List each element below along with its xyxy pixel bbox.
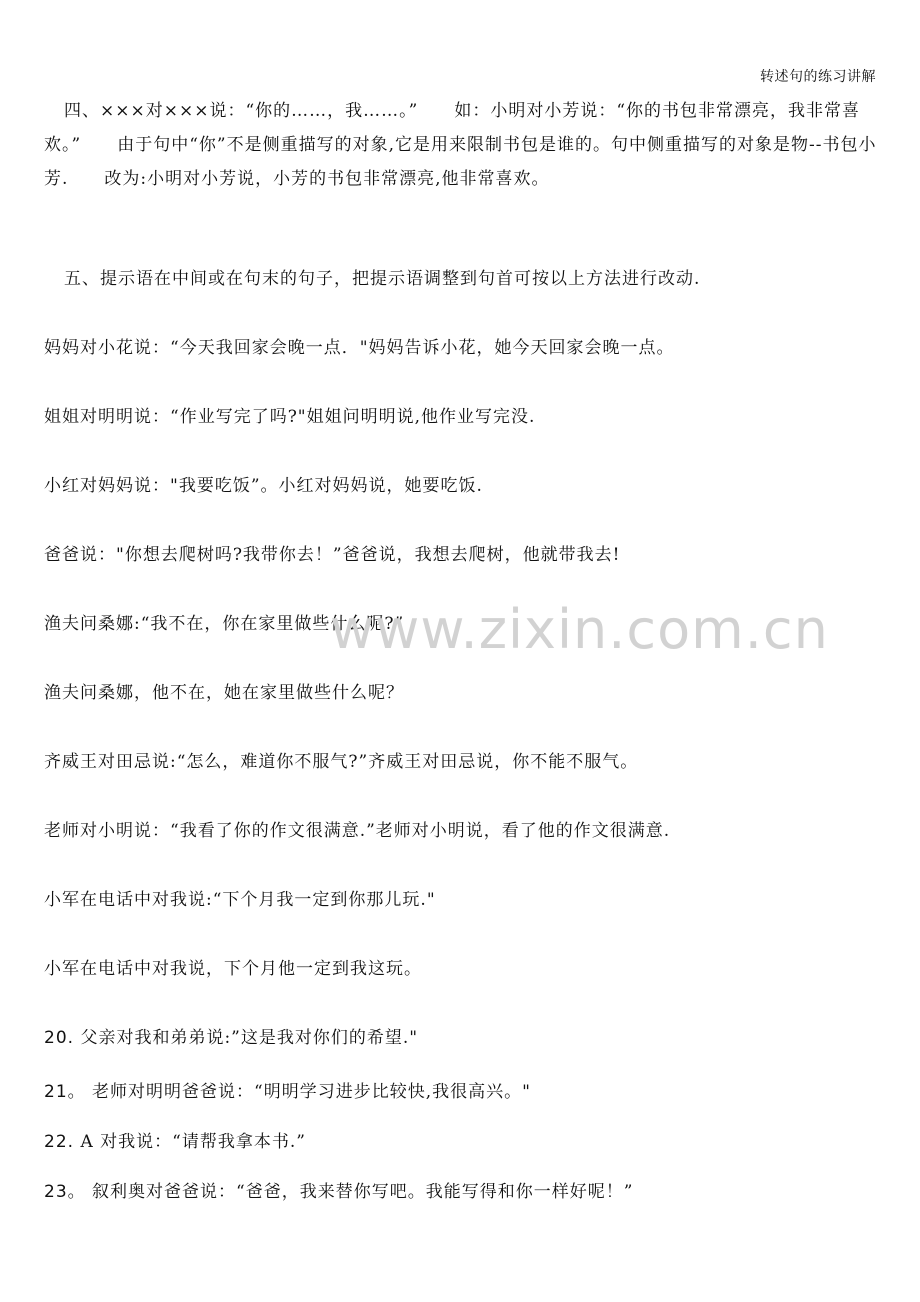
exercise-number: 20. <box>44 1028 75 1048</box>
numbered-exercise <box>44 1024 880 1052</box>
example-line: 齐威王对田忌说:“怎么，难道你不服气?”齐威王对田忌说，你不能不服气。 <box>44 752 639 772</box>
exercise-text: A 对我说：“请帮我拿本书.” <box>80 1132 306 1152</box>
page-header-title: 转述句的练习讲解 <box>760 69 876 85</box>
numbered-exercise <box>44 1078 880 1106</box>
example-line: 小红对妈妈说："我要吃饭”。小红对妈妈说，她要吃饭. <box>44 476 483 496</box>
exercise-number: 23。 <box>44 1182 86 1202</box>
paragraph-rule-four: 四、×××对×××说：“你的……，我……。” 如：小明对小芳说：“你的书包非常漂亮，我非常喜欢。” 由于句中“你”不是侧重描写的对象,它是用来限制书包是谁的。句中侧重描写的对象是物--书包小芳. 改为:小明对小芳说，小芳的书包非常漂亮,他非常喜欢。 <box>44 101 877 189</box>
example-line: 老师对小明说：“我看了你的作文很满意.”老师对小明说，看了他的作文很满意. <box>44 821 671 841</box>
numbered-exercise <box>44 1178 880 1206</box>
numbered-exercise <box>44 1128 880 1156</box>
example-line: 爸爸说："你想去爬树吗?我带你去！”爸爸说，我想去爬树，他就带我去! <box>44 545 621 565</box>
exercise-text: 父亲对我和弟弟说:”这是我对你们的希望." <box>80 1028 419 1048</box>
example-line: 姐姐对明明说：“作业写完了吗?"姐姐问明明说,他作业写完没. <box>44 407 536 427</box>
example-line: 渔夫问桑娜，他不在，她在家里做些什么呢？ <box>44 683 404 703</box>
example-line: 小军在电话中对我说，下个月他一定到我这玩。 <box>44 959 422 979</box>
exercise-number: 22. <box>44 1132 75 1152</box>
example-line: 渔夫问桑娜:“我不在，你在家里做些什么呢?” <box>44 614 405 634</box>
watermark-text: www.zixin.com.cn <box>330 598 829 661</box>
exercise-text: 老师对明明爸爸说：“明明学习进步比较快,我很高兴。" <box>92 1082 531 1102</box>
example-line: 小军在电话中对我说:“下个月我一定到你那儿玩." <box>44 890 436 910</box>
paragraph-rule-five: 五、提示语在中间或在句末的句子，把提示语调整到句首可按以上方法进行改动. <box>64 269 701 289</box>
exercise-text: 叙利奥对爸爸说：“爸爸，我来替你写吧。我能写得和你一样好呢！” <box>92 1182 634 1202</box>
exercise-number: 21。 <box>44 1082 86 1102</box>
example-line: 妈妈对小花说：“今天我回家会晚一点．"妈妈告诉小花，她今天回家会晚一点。 <box>44 338 675 358</box>
